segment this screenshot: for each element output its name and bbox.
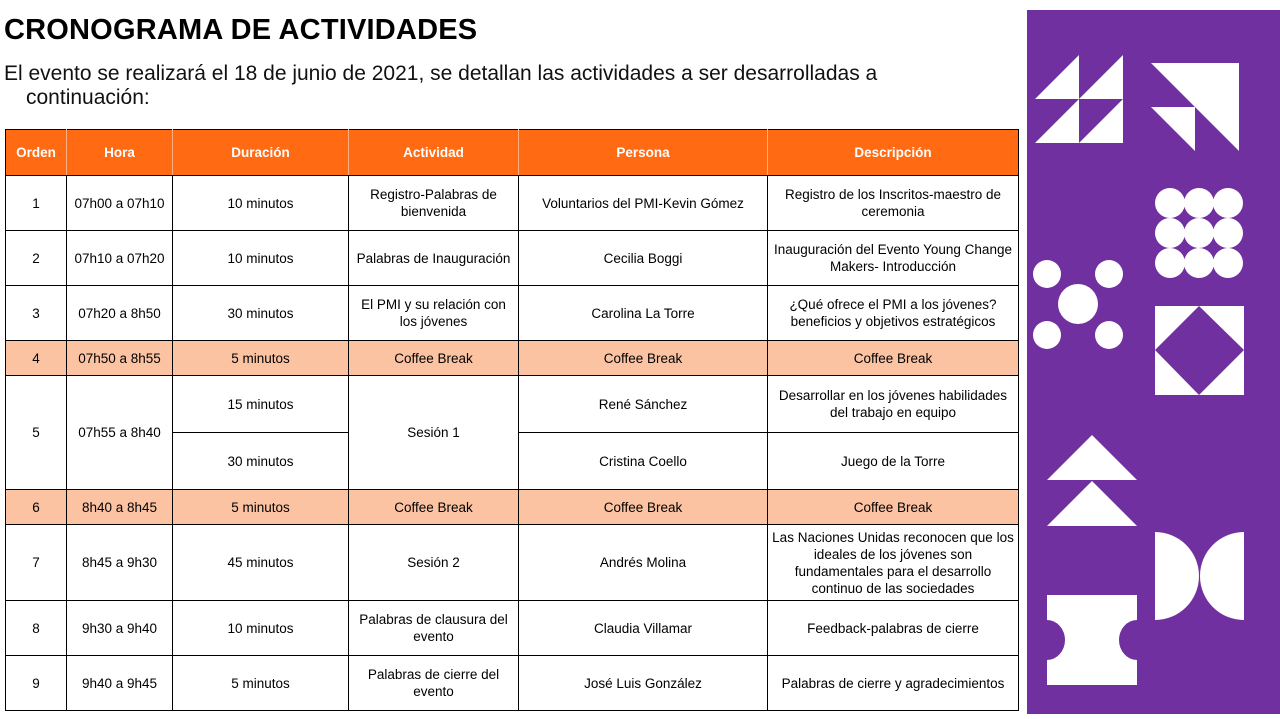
table-row xyxy=(6,376,1019,433)
header-persona: Persona xyxy=(519,130,768,176)
cell-actividad: Registro-Palabras de bienvenida xyxy=(349,176,519,231)
diamond-square-icon xyxy=(1155,306,1244,395)
cell-orden: 6 xyxy=(6,490,67,525)
cell-persona: René Sánchez xyxy=(519,376,768,433)
stacked-triangles-icon xyxy=(1047,435,1137,526)
cell-descripcion: Inauguración del Evento Young Change Makers- Introducción xyxy=(768,231,1019,286)
schedule-table xyxy=(5,129,1019,711)
header-hora: Hora xyxy=(67,130,173,176)
cell-persona: Carolina La Torre xyxy=(519,286,768,341)
cell-actividad: Sesión 1 xyxy=(349,376,519,490)
table-row-break xyxy=(6,341,1019,376)
cell-duracion: 45 minutos xyxy=(173,525,349,601)
cell-persona: Coffee Break xyxy=(519,490,768,525)
table-row xyxy=(6,656,1019,711)
table-row xyxy=(6,601,1019,656)
circle-cluster-icon xyxy=(1033,260,1123,349)
table-row-break xyxy=(6,490,1019,525)
dot-grid-icon xyxy=(1155,188,1243,278)
cell-orden: 8 xyxy=(6,601,67,656)
header-orden: Orden xyxy=(6,130,67,176)
cell-duracion: 15 minutos xyxy=(173,376,349,433)
cell-persona: Claudia Villamar xyxy=(519,601,768,656)
cell-descripcion: Registro de los Inscritos-maestro de ceremonia xyxy=(768,176,1019,231)
cell-orden: 2 xyxy=(6,231,67,286)
cell-orden: 4 xyxy=(6,341,67,376)
table-row xyxy=(6,231,1019,286)
notched-square-icon xyxy=(1047,595,1137,685)
subtitle-line-2: continuación: xyxy=(26,86,150,109)
page-subtitle xyxy=(4,62,1019,110)
header-descripcion: Descripción xyxy=(768,130,1019,176)
cell-descripcion: Desarrollar en los jóvenes habilidades del trabajo en equipo xyxy=(768,376,1019,433)
cell-actividad: Palabras de clausura del evento xyxy=(349,601,519,656)
cell-orden: 3 xyxy=(6,286,67,341)
cell-hora: 07h50 a 8h55 xyxy=(67,341,173,376)
cell-orden: 1 xyxy=(6,176,67,231)
subtitle-line-1: El evento se realizará el 18 de junio de 2021, se detallan las actividades a ser desarrolladas a xyxy=(4,62,878,85)
cell-duracion: 5 minutos xyxy=(173,656,349,711)
cell-actividad: Sesión 2 xyxy=(349,525,519,601)
cell-persona: José Luis González xyxy=(519,656,768,711)
table-header-row xyxy=(6,130,1019,176)
cell-duracion: 30 minutos xyxy=(173,433,349,490)
cell-duracion: 10 minutos xyxy=(173,231,349,286)
header-actividad: Actividad xyxy=(349,130,519,176)
cell-actividad: Coffee Break xyxy=(349,490,519,525)
triangle-grid-icon xyxy=(1035,55,1123,143)
cell-hora: 8h40 a 8h45 xyxy=(67,490,173,525)
cell-duracion: 10 minutos xyxy=(173,176,349,231)
cell-hora: 07h00 a 07h10 xyxy=(67,176,173,231)
cell-persona: Andrés Molina xyxy=(519,525,768,601)
cell-duracion: 10 minutos xyxy=(173,601,349,656)
cell-descripcion: Feedback-palabras de cierre xyxy=(768,601,1019,656)
cell-duracion: 5 minutos xyxy=(173,490,349,525)
cell-hora: 8h45 a 9h30 xyxy=(67,525,173,601)
cell-persona: Cecilia Boggi xyxy=(519,231,768,286)
cell-descripcion: Coffee Break xyxy=(768,490,1019,525)
table-row xyxy=(6,525,1019,601)
cell-orden: 5 xyxy=(6,376,67,490)
cell-hora: 07h10 a 07h20 xyxy=(67,231,173,286)
cell-persona: Voluntarios del PMI-Kevin Gómez xyxy=(519,176,768,231)
cell-descripcion: Juego de la Torre xyxy=(768,433,1019,490)
header-duracion: Duración xyxy=(173,130,349,176)
cell-hora: 07h20 a 8h50 xyxy=(67,286,173,341)
cell-persona: Cristina Coello xyxy=(519,433,768,490)
cell-persona: Coffee Break xyxy=(519,341,768,376)
cell-actividad: Palabras de Inauguración xyxy=(349,231,519,286)
cell-actividad: Coffee Break xyxy=(349,341,519,376)
half-circles-icon xyxy=(1155,532,1244,620)
cell-hora: 9h40 a 9h45 xyxy=(67,656,173,711)
cell-actividad: El PMI y su relación con los jóvenes xyxy=(349,286,519,341)
cell-orden: 7 xyxy=(6,525,67,601)
page-title: CRONOGRAMA DE ACTIVIDADES xyxy=(4,14,478,46)
cell-descripcion: Palabras de cierre y agradecimientos xyxy=(768,656,1019,711)
decorative-panel xyxy=(1027,10,1280,714)
cell-actividad: Palabras de cierre del evento xyxy=(349,656,519,711)
table-row xyxy=(6,176,1019,231)
table-row xyxy=(6,286,1019,341)
cell-duracion: 30 minutos xyxy=(173,286,349,341)
arrow-triangle-icon xyxy=(1151,63,1239,151)
cell-descripcion: Las Naciones Unidas reconocen que los ideales de los jóvenes son fundamentales para el desarrollo continuo de las sociedades xyxy=(768,525,1019,601)
cell-hora: 9h30 a 9h40 xyxy=(67,601,173,656)
cell-descripcion: Coffee Break xyxy=(768,341,1019,376)
cell-hora: 07h55 a 8h40 xyxy=(67,376,173,490)
cell-orden: 9 xyxy=(6,656,67,711)
cell-duracion: 5 minutos xyxy=(173,341,349,376)
cell-descripcion: ¿Qué ofrece el PMI a los jóvenes? beneficios y objetivos estratégicos xyxy=(768,286,1019,341)
